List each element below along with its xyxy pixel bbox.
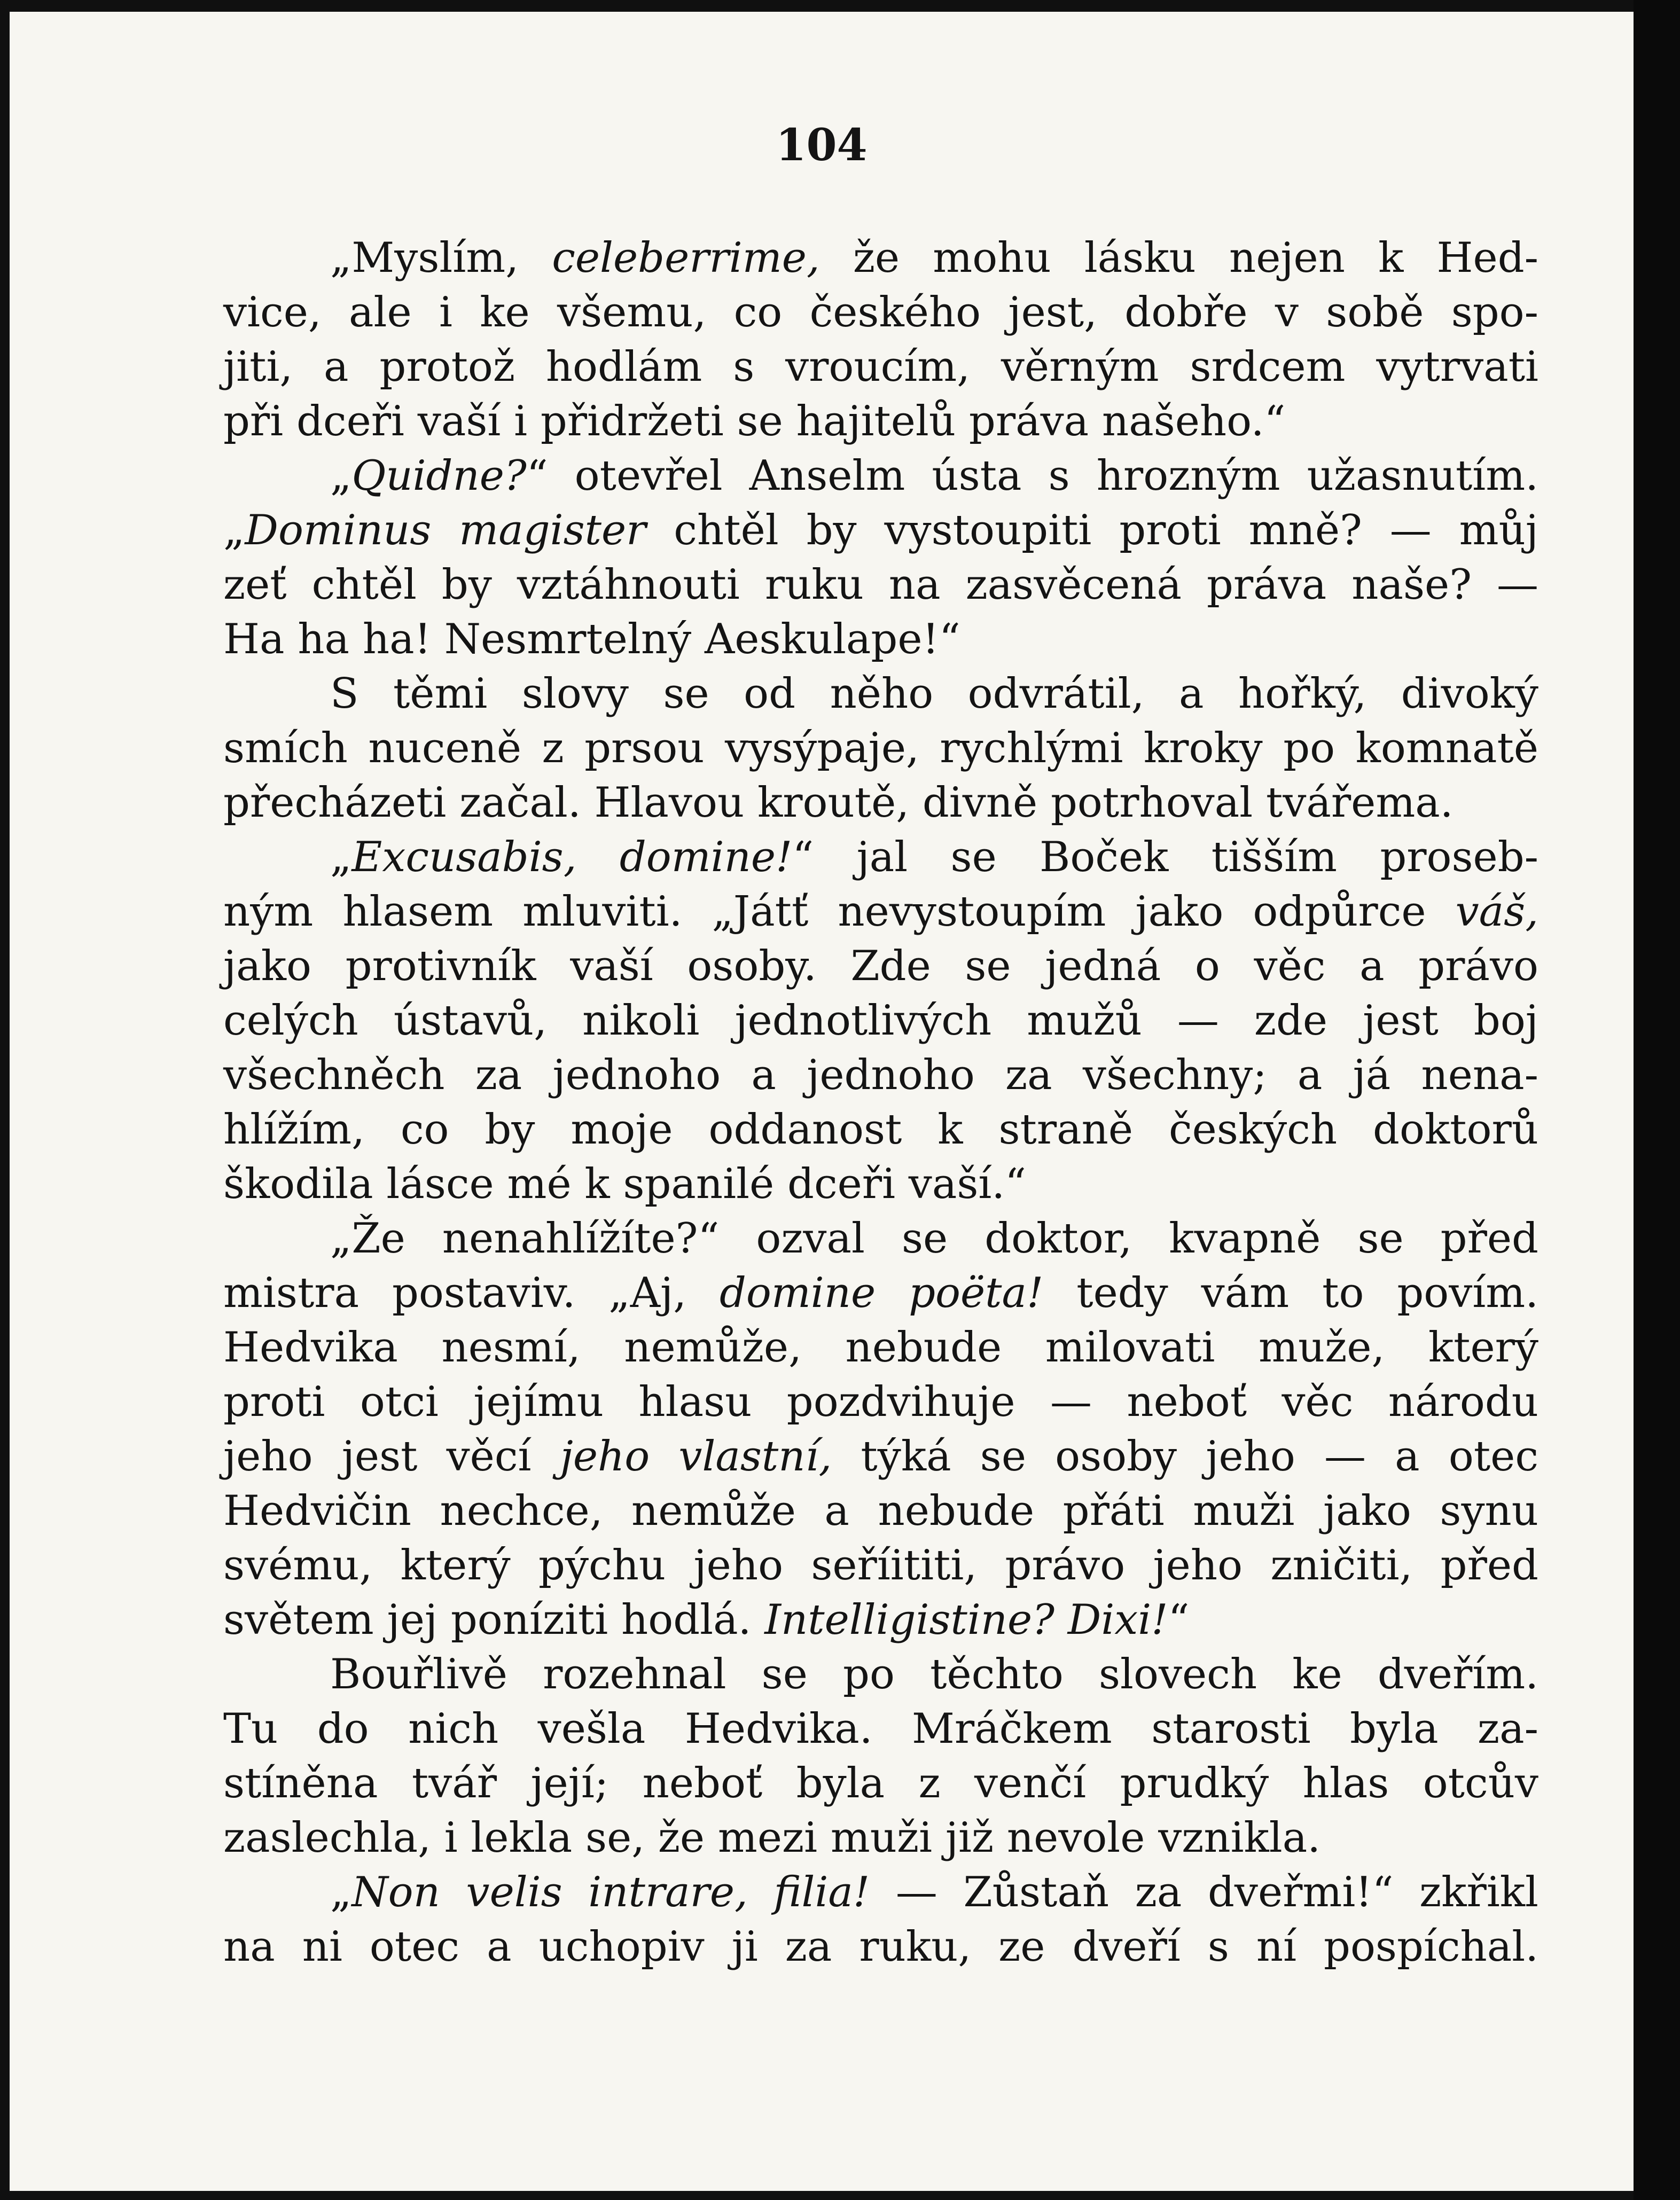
text-line <box>223 1702 1538 1756</box>
text-line <box>223 1593 1538 1647</box>
text-segment: Hedvičin nechce, nemůže a nebude přáti muži jako synu <box>223 1487 1538 1535</box>
text-segment: stíněna tvář její; neboť byla z venčí prudký hlas otcův <box>223 1759 1538 1807</box>
text-segment: — Zůstaň za dveřmi!“ zkřikl <box>870 1868 1538 1916</box>
italic-text: celeberrime, <box>552 234 820 282</box>
text-line <box>223 1647 1538 1702</box>
italic-text: domine poëta! <box>719 1269 1044 1317</box>
text-segment: při dceři vaší i přidržeti se hajitelů práva našeho.“ <box>223 397 1286 445</box>
text-segment: škodila lásce mé k spanilé dceři vaší.“ <box>223 1160 1027 1208</box>
text-segment: smích nuceně z prsou vysýpaje, rychlými kroky po komnatě <box>223 724 1538 772</box>
text-line <box>223 939 1538 993</box>
text-segment: tedy vám to povím. <box>1043 1269 1539 1317</box>
text-line <box>223 1048 1538 1102</box>
text-segment: zeť chtěl by vztáhnouti ruku na zasvěcená práva naše? — <box>223 561 1538 609</box>
text-line <box>223 1320 1538 1375</box>
text-segment: vice, ale i ke všemu, co českého jest, dobře v sobě spo- <box>223 288 1538 336</box>
text-line <box>223 1375 1538 1429</box>
text-line <box>223 776 1538 830</box>
text-line <box>223 1920 1538 1974</box>
text-line <box>223 285 1538 340</box>
text-line <box>223 1484 1538 1538</box>
text-segment: Hedvika nesmí, nemůže, nebude milovati muže, který <box>223 1324 1538 1372</box>
text-line <box>223 231 1538 285</box>
text-segment: Bouřlivě rozehnal se po těchto slovech ke dveřím. <box>330 1650 1538 1698</box>
text-segment: „Že nenahlížíte?“ ozval se doktor, kvapně se před <box>330 1215 1538 1263</box>
text-segment: “ <box>1168 1596 1190 1644</box>
text-segment: „ <box>330 452 352 500</box>
text-segment: „ <box>330 833 352 881</box>
italic-text: Excusabis, domine! <box>351 833 793 881</box>
text-segment: na ni otec a uchopiv ji za ruku, ze dveří s ní pospíchal. <box>223 1923 1538 1971</box>
text-segment: týká se osoby jeho — a otec <box>832 1432 1539 1481</box>
text-segment: chtěl by vystoupiti proti mně? — můj <box>646 506 1538 554</box>
text-segment: hlížím, co by moje oddanost k straně českých doktorů <box>223 1106 1538 1154</box>
text-line <box>223 394 1538 449</box>
italic-text: Intelligistine? Dixi! <box>764 1596 1168 1644</box>
page-edge-shadow <box>1634 0 1680 2200</box>
text-line <box>223 1811 1538 1865</box>
text-line <box>223 1266 1538 1320</box>
text-segment: „ <box>330 1868 352 1916</box>
italic-text: Dominus magister <box>245 506 646 554</box>
text-segment: jiti, a protož hodlám s vroucím, věrným srdcem vytrvati <box>223 343 1538 391</box>
text-segment: Tu do nich vešla Hedvika. Mráčkem starosti byla za- <box>223 1705 1538 1753</box>
text-segment: všechněch za jednoho a jednoho za všechny; a já nena- <box>223 1051 1538 1099</box>
text-line <box>223 449 1538 503</box>
text-line <box>223 830 1538 884</box>
text-segment: ným hlasem mluviti. „Játť nevystoupím jako odpůrce <box>223 888 1456 936</box>
text-line <box>223 558 1538 612</box>
text-segment: S těmi slovy se od něho odvrátil, a hořký, divoký <box>330 670 1538 718</box>
text-segment: “ jal se Boček tišším proseb- <box>792 833 1538 881</box>
text-line <box>223 1538 1538 1593</box>
text-segment: proti otci jejímu hlasu pozdvihuje — neboť věc národu <box>223 1378 1538 1426</box>
text-segment: zaslechla, i lekla se, že mezi muži již nevole vznikla. <box>223 1814 1321 1862</box>
text-segment: svému, který pýchu jeho seříititi, právo jeho zničiti, před <box>223 1541 1538 1590</box>
text-segment: jako protivník vaší osoby. Zde se jedná o věc a právo <box>223 942 1538 990</box>
page-number: 104 <box>776 120 868 171</box>
text-segment: přecházeti začal. Hlavou kroutě, divně potrhoval tvářema. <box>223 779 1454 827</box>
italic-text: jeho vlastní, <box>560 1432 832 1481</box>
text-segment: „Myslím, <box>330 234 552 282</box>
text-line <box>223 1756 1538 1811</box>
text-line <box>223 721 1538 776</box>
text-segment: celých ústavů, nikoli jednotlivých mužů — zde jest boj <box>223 997 1538 1045</box>
text-segment: jeho jest věcí <box>223 1432 560 1481</box>
text-segment: Ha ha ha! Nesmrtelný Aeskulape!“ <box>223 615 960 663</box>
text-segment: že mohu lásku nejen k Hed- <box>819 234 1538 282</box>
text-line <box>223 884 1538 939</box>
text-segment: mistra postaviv. „Aj, <box>223 1269 720 1317</box>
body-text <box>223 231 1538 1974</box>
text-line <box>223 667 1538 721</box>
text-line <box>223 1102 1538 1157</box>
text-segment: “ otevřel Anselm ústa s hrozným užasnutím. <box>526 452 1538 500</box>
text-segment: světem jej poníziti hodlá. <box>223 1596 765 1644</box>
text-line <box>223 503 1538 558</box>
book-page <box>10 12 1634 2191</box>
text-line <box>223 1211 1538 1266</box>
italic-text: Non velis intrare, filia! <box>351 1868 870 1916</box>
text-line <box>223 612 1538 667</box>
text-segment: „ <box>223 506 245 554</box>
text-line <box>223 1429 1538 1484</box>
text-line <box>223 1865 1538 1920</box>
italic-text: váš, <box>1455 888 1538 936</box>
italic-text: Quidne? <box>351 452 527 500</box>
text-line <box>223 993 1538 1048</box>
text-line <box>223 1157 1538 1211</box>
text-line <box>223 340 1538 394</box>
